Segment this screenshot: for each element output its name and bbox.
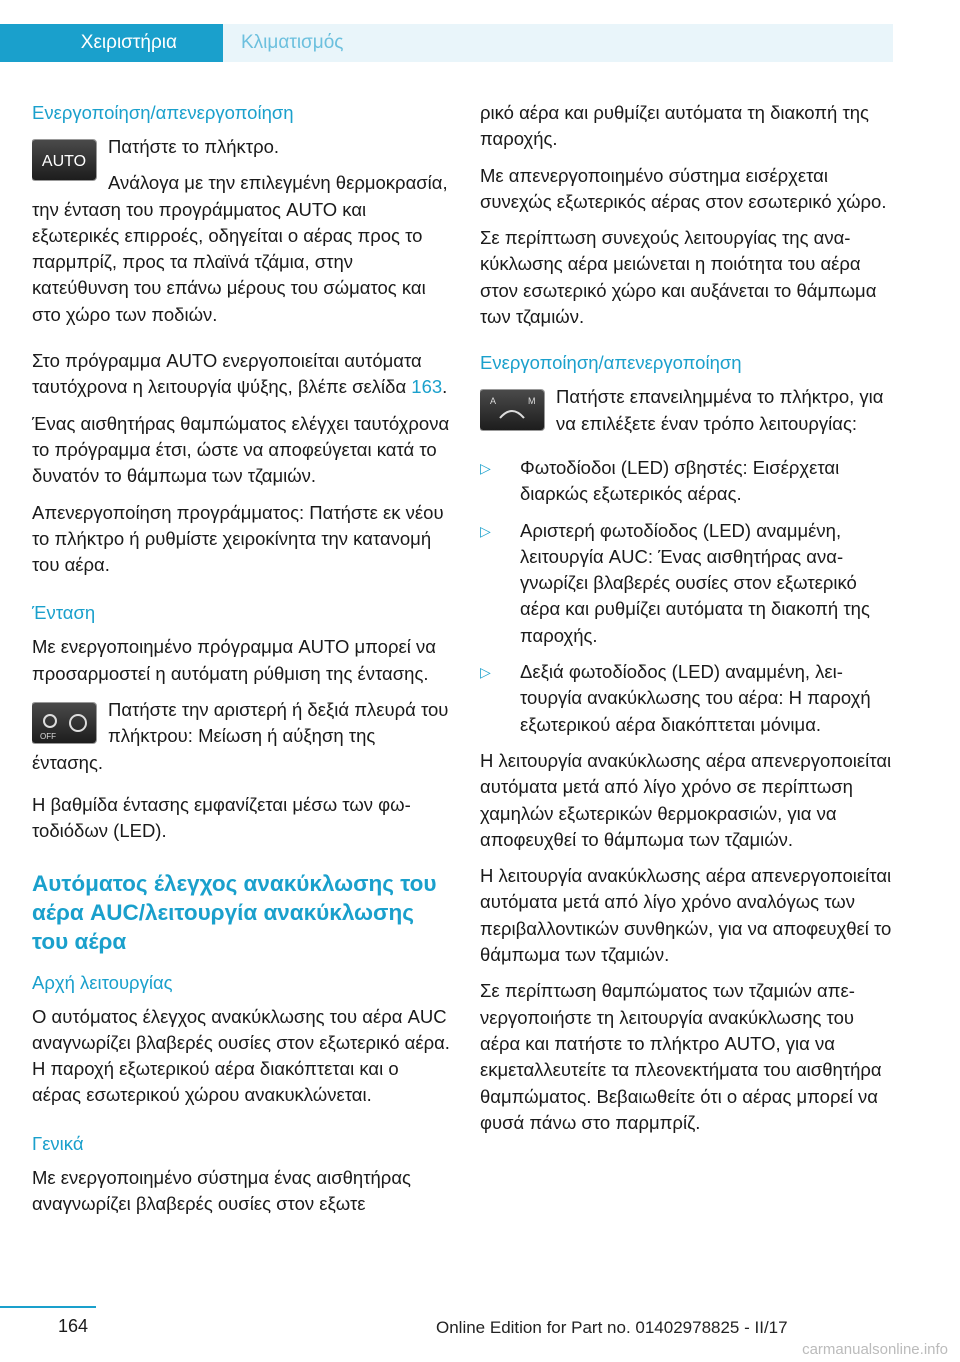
auto-cooling: Στο πρόγραμμα AUTO ενεργοποιείται αυτόματα ταυτόχρονα η λειτουργία ψύξης, βλέπε σελίδα 163. — [32, 350, 448, 398]
recirc-block — [480, 384, 898, 447]
page-number: 164 — [58, 1316, 89, 1336]
list-item-text: Αριστερή φωτοδίοδος (LED) αναμμένη, λειτουργία AUC: Ένας αισθητήρας αναγνωρίζει βλαβερές ουσίες στον εξωτερικό αέρα και ρυθμίζει αυτόματα τη διακοπή της παροχής. — [520, 519, 870, 646]
list-item-text: Φωτοδίοδοι (LED) σβηστές: Εισέρχεται διαρκώς εξωτερικός αέρας. — [520, 456, 840, 505]
intensity-leds: Η βαθμίδα έντασης εμφανίζεται μέσω των φωτοδιόδων (LED). — [32, 793, 411, 842]
deactivated-text: Με απενεργοποιημένο σύστημα εισέρχεται συνεχώς εξωτερικός αέρας στον εσωτερικό χώρο. — [480, 164, 887, 212]
subheading-general: Γενικά — [32, 1132, 84, 1154]
triangle-icon: ▷ — [480, 664, 491, 681]
edition-text: Online Edition for Part no. 01402978825 - II/17 — [436, 1318, 788, 1337]
right-column — [480, 100, 898, 1146]
auto-press: Πατήστε το πλήκτρο. — [108, 136, 280, 157]
list-item-text: Δεξιά φωτοδίοδος (LED) αναμμένη, λειτουργία ανακύκλωσης του αέρα: Η παροχή εξωτερικού αέρα διακόπτεται μόνιμα. — [520, 661, 871, 735]
triangle-icon: ▷ — [480, 459, 491, 476]
left-column — [32, 100, 450, 1227]
general-continued: ρικό αέρα και ρυθμίζει αυτόματα τη διακοπή της παροχής. — [480, 102, 869, 150]
header — [0, 0, 960, 62]
auto-icon-label: AUTO — [41, 153, 87, 170]
recirc-icon-m: M — [528, 396, 536, 407]
subheading-on-off-2: Ενεργοποίηση/απενεργοποίηση — [480, 352, 742, 374]
recirc-icon-a: A — [490, 396, 497, 407]
continuous-text: Σε περίπτωση συνεχούς λειτουργίας της ανακύκλωσης αέρα μειώνεται η ποιότητα του αέρα στον εσωτερικό χώρο και αυξάνεται το θάμπωμα των τζαμιών. — [480, 227, 877, 328]
page-link[interactable]: 163 — [411, 376, 443, 398]
tab-controls[interactable]: Χειριστήρια — [0, 24, 223, 62]
subheading-intensity: Ένταση — [32, 602, 96, 624]
subheading-on-off: Ενεργοποίηση/απενεργοποίηση — [32, 102, 294, 123]
list-item — [480, 659, 898, 738]
auto-deactivate: Απενεργοποίηση προγράμματος: Πατήστε εκ νέου το πλήκτρο ή ρυθμίστε χειροκίνητα την κατανομή του αέρα. — [32, 501, 444, 576]
intensity-press: Πατήστε την αριστερή ή δεξιά πλευρά του πλήκτρου: Μείωση ή αύξηση της έντασης. — [32, 699, 449, 773]
watermark: carmanualsonline.info — [802, 1341, 948, 1358]
fan-button-icon — [32, 703, 96, 743]
intensity-block — [32, 697, 450, 786]
principle-text: Ο αυτόματος έλεγχος ανακύκλωσης του αέρα AUC αναγνωρίζει βλαβερές ουσίες στον εξωτερικό αέρα. Η παροχή εξωτερικού αέρα διακόπτεται και ο αέρας εσωτερικού χώρου ανακυκλώνεται. — [32, 1005, 450, 1106]
env-text: Η λειτουργία ανακύκλωσης αέρα απενεργοποιείται αυτόματα μετά από λίγο χρόνο αναλόγως των περιβαλλοντικών συνθηκών, για να αποφευχθεί το θάμπωμα των τζαμιών. — [480, 865, 892, 966]
fog-sensor: Ένας αισθητήρας θαμπώματος ελέγχει ταυτόχρονα το πρόγραμμα έτσι, ώστε να αποφεύγεται κατά το δυνατόν το θάμπωμα των τζαμιών. — [32, 412, 450, 487]
list-item — [480, 518, 898, 649]
fogging-text: Σε περίπτωση θαμπώματος των τζαμιών απενεργοποιήστε τη λειτουργία ανακύκλωσης του αέρα και πατήστε το πλήκτρο AUTO, για να εκμεταλλευτείτε τα πλεονεκτήματα του αισθητήρα θαμπώματος. Βεβαιωθείτε ότι ο αέρας μπορεί να φυσά πάνω στο παρμπρίζ. — [480, 980, 882, 1133]
tab-climate[interactable]: Κλιματισμός — [223, 24, 893, 62]
footer-rule — [0, 1306, 96, 1308]
section-heading-auc: Αυτόματος έλεγχος ανακύκλωσης του αέρα AUC/λειτουργία ανακύκλωσης του αέρα — [32, 870, 437, 954]
recirc-press: Πατήστε επανειλημμένα το πλήκτρο, για να επιλέξετε έναν τρόπο λειτουργίας: — [556, 386, 884, 434]
intensity-text: Με ενεργοποιημένο πρόγραμμα AUTO μπορεί να προσαρμοστεί η αυτόματη ρύθμιση της έντασης. — [32, 636, 436, 684]
auto-cooling-text: Στο πρόγραμμα AUTO ενεργοποιείται αυτόματα ταυτόχρονα η λειτουργία ψύξης, βλέπε σελίδα — [32, 350, 422, 398]
auto-description: Ανάλογα με την επιλεγμένη θερμοκρασία, την ένταση του προγράμματος AUTO και εξωτερικές επιρροές, οδηγείται ο αέρας προς το παρμπρίζ, προς τα πλαϊνά τζάμια, στην κατεύθυνση του επάνω μέρους του σώματος και στο χώρο των ποδιών. — [32, 172, 448, 325]
triangle-icon: ▷ — [480, 522, 491, 539]
recirculation-button-icon — [480, 390, 544, 430]
fan-icon-off-label: OFF — [40, 732, 56, 742]
auto-block — [32, 134, 450, 338]
general-text: Με ενεργοποιημένο σύστημα ένας αισθητήρας αναγνωρίζει βλαβερές ουσίες στον εξωτε — [32, 1166, 411, 1215]
low-temp-text: Η λειτουργία ανακύκλωσης αέρα απενεργοποιείται αυτόματα μετά από λίγο χρόνο σε περίπτωση χαμηλών εξωτερικών θερμοκρασιών, για να αποφευχθεί το θάμπωμα των τζαμιών. — [480, 749, 892, 850]
list-item — [480, 455, 898, 508]
auto-button-icon — [32, 140, 96, 180]
subheading-principle: Αρχή λειτουργίας — [32, 971, 173, 993]
